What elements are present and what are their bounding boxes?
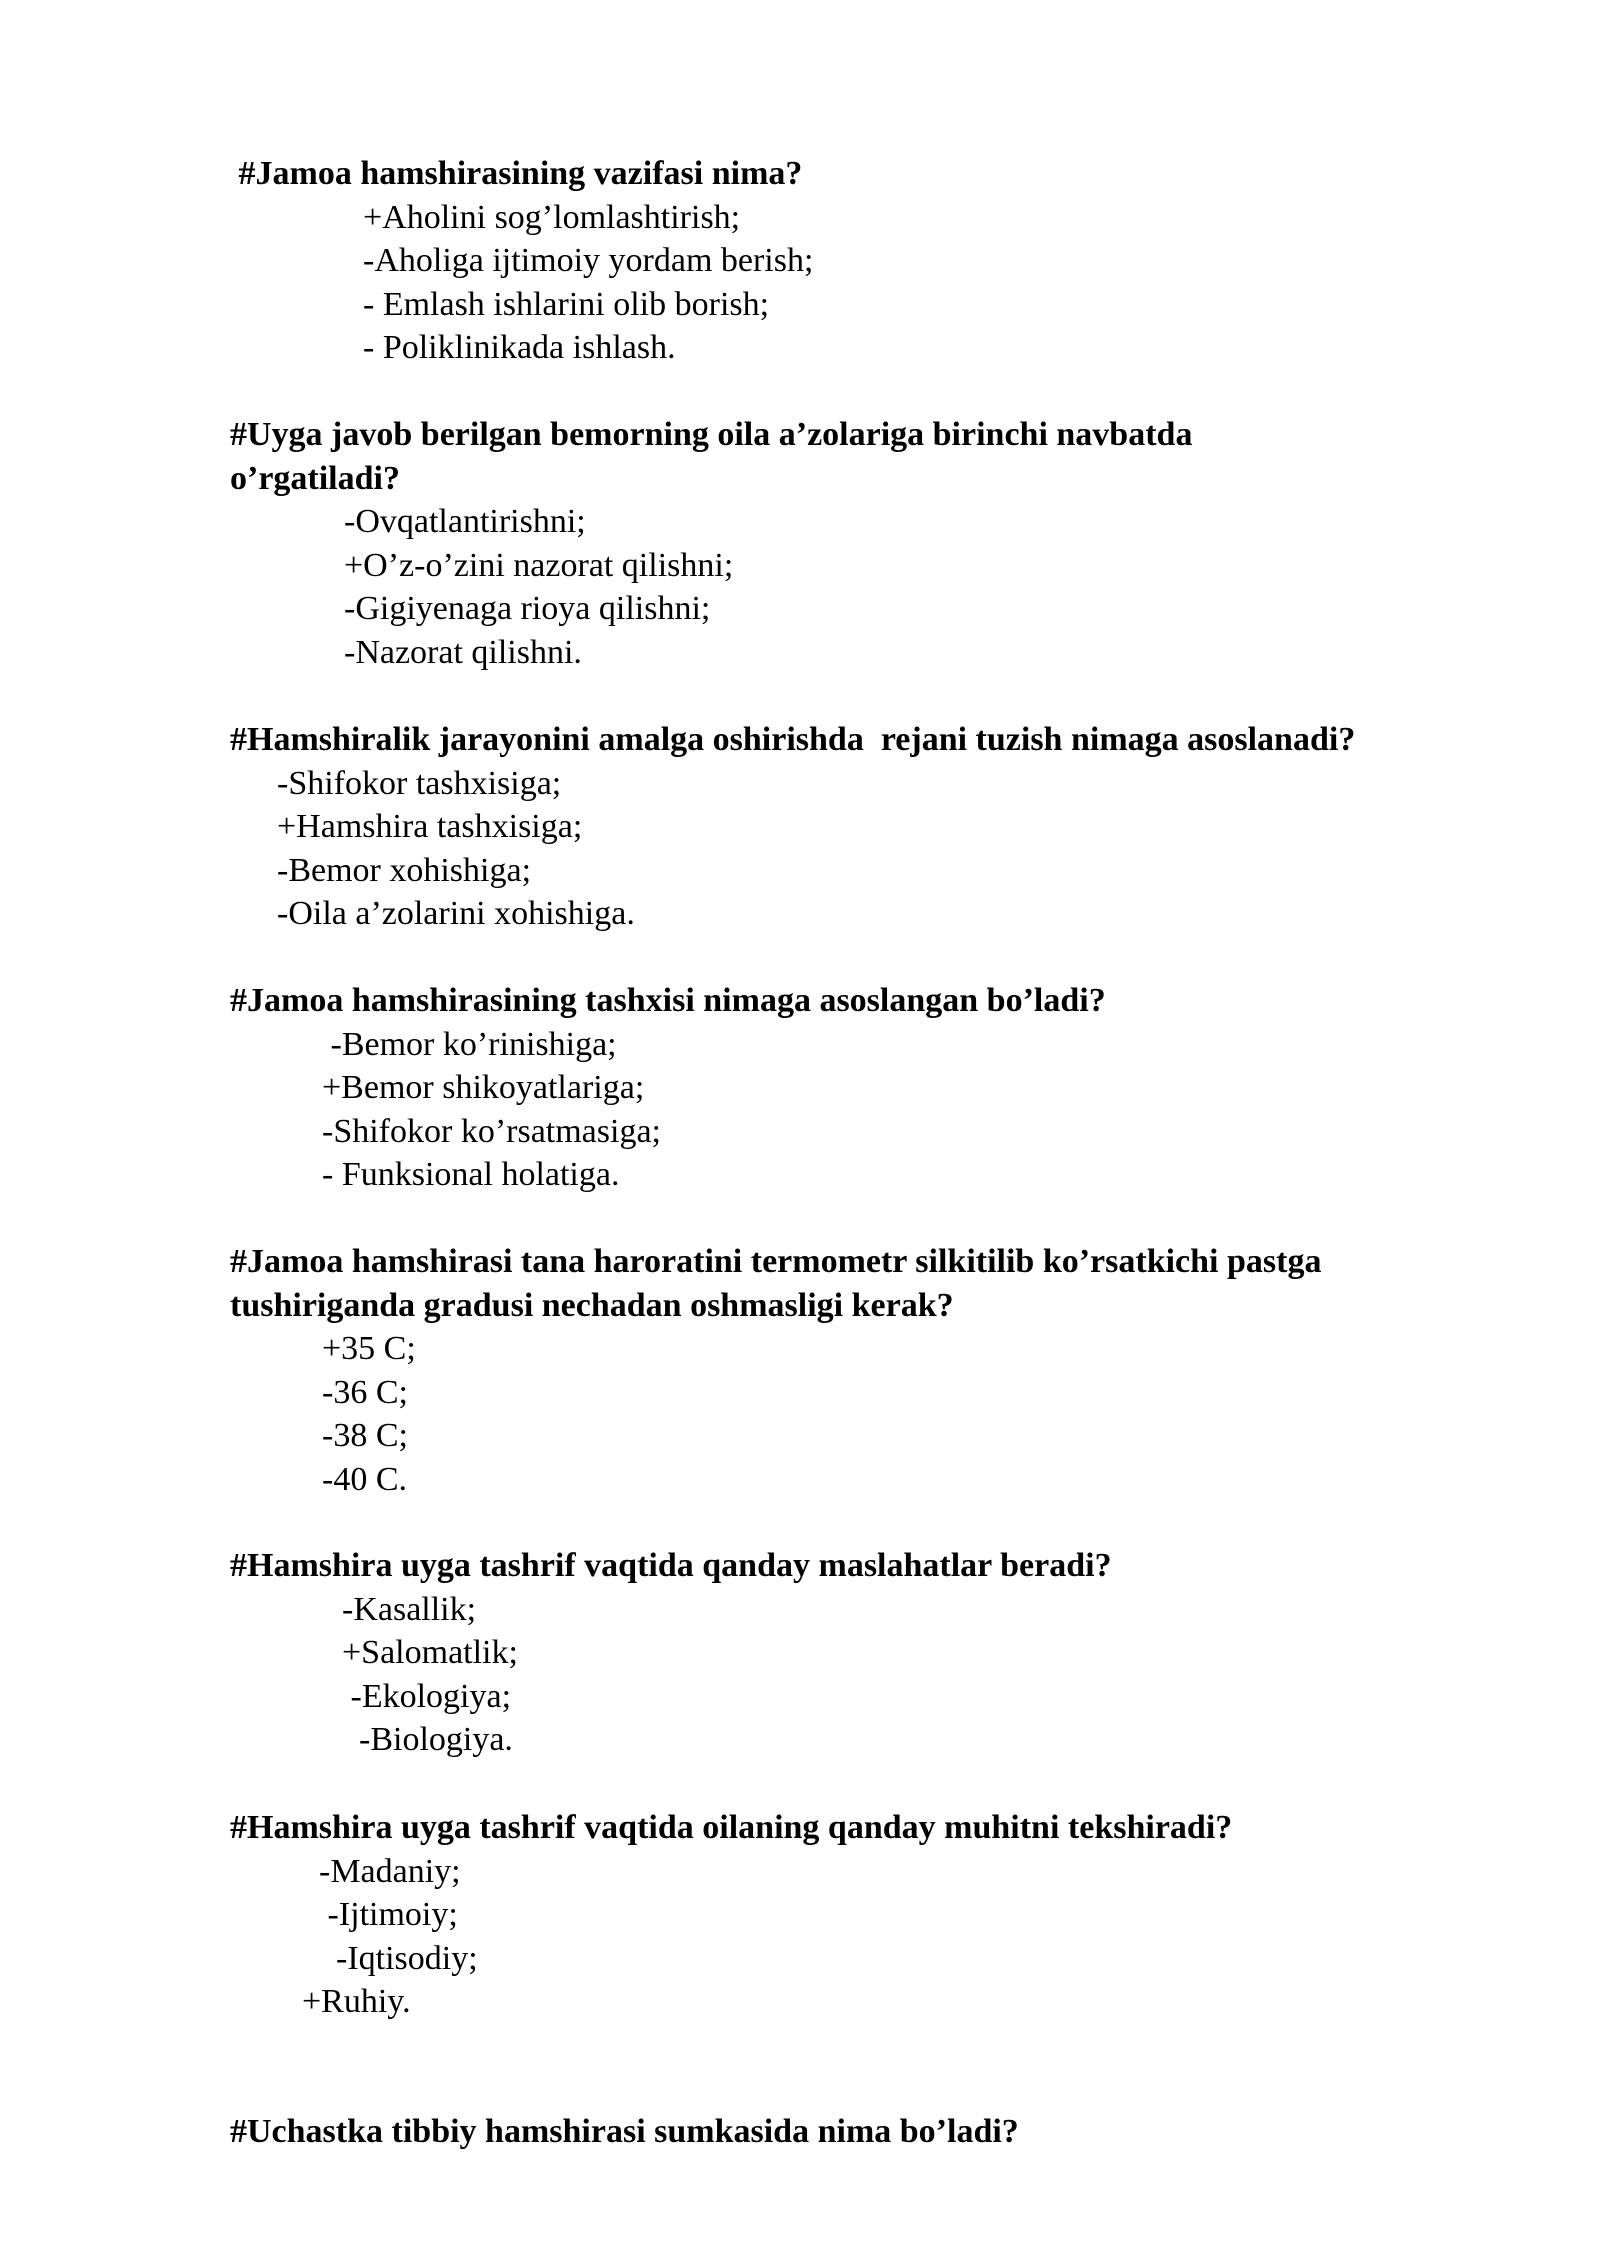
answer-list bbox=[230, 762, 1530, 936]
answer-option: -Bemor ko’rinishiga; bbox=[322, 1025, 617, 1063]
answer-list bbox=[230, 1588, 1530, 1762]
answer-option: +Hamshira tashxisiga; bbox=[277, 808, 583, 845]
answer-list bbox=[230, 500, 1320, 674]
question-text: #Hamshiralik jarayonini amalga oshirishda rejani tuzish nimaga asoslanadi? bbox=[230, 721, 1356, 758]
answer-option: +Ruhiy. bbox=[302, 1983, 411, 2020]
question-text: #Uchastka tibbiy hamshirasi sumkasida nima bo’ladi? bbox=[230, 2113, 1019, 2150]
answer-option: -Ekologiya; bbox=[342, 1677, 512, 1715]
answer-list bbox=[230, 1327, 1490, 1501]
answer-option: -Oila a’zolarini xohishiga. bbox=[277, 895, 635, 932]
answer-option: +O’z-o’zini nazorat qilishni; bbox=[344, 546, 734, 584]
answer-option: +Bemor shikoyatlariga; bbox=[322, 1069, 645, 1106]
answer-list bbox=[230, 1023, 1530, 1197]
answer-option: -Nazorat qilishni. bbox=[344, 633, 582, 671]
question-block-3 bbox=[230, 718, 1530, 936]
answer-option: -40 C. bbox=[322, 1460, 407, 1498]
answer-list bbox=[230, 1850, 1530, 2024]
answer-option: -Gigiyenaga rioya qilishni; bbox=[344, 590, 711, 627]
question-block-8 bbox=[230, 2110, 1530, 2154]
question-block-2 bbox=[230, 413, 1320, 674]
answer-option: -Bemor xohishiga; bbox=[277, 851, 532, 889]
answer-option: - Funksional holatiga. bbox=[322, 1156, 620, 1193]
answer-option: -Kasallik; bbox=[342, 1590, 477, 1628]
question-text: #Hamshira uyga tashrif vaqtida oilaning qanday muhitni tekshiradi? bbox=[230, 1809, 1233, 1846]
answer-option: +Aholini sog’lomlashtirish; bbox=[363, 198, 741, 236]
question-block-4 bbox=[230, 979, 1530, 1197]
question-text: #Hamshira uyga tashrif vaqtida qanday maslahatlar beradi? bbox=[230, 1547, 1112, 1584]
answer-option: -Iqtisodiy; bbox=[302, 1939, 478, 1977]
answer-option: -Biologiya. bbox=[342, 1721, 513, 1758]
question-block-5 bbox=[230, 1240, 1490, 1501]
answer-option: -Shifokor tashxisiga; bbox=[277, 764, 562, 802]
answer-option: -Ovqatlantirishni; bbox=[344, 503, 586, 540]
question-block-1 bbox=[230, 152, 1530, 370]
answer-option: -Shifokor ko’rsatmasiga; bbox=[322, 1112, 661, 1150]
question-block-7 bbox=[230, 1806, 1530, 2024]
answer-option: -Madaniy; bbox=[302, 1852, 461, 1890]
answer-option: -Ijtimoiy; bbox=[302, 1896, 458, 1933]
answer-option: - Emlash ishlarini olib borish; bbox=[363, 285, 770, 323]
answer-option: -Aholiga ijtimoiy yordam berish; bbox=[363, 242, 814, 279]
question-block-6 bbox=[230, 1544, 1530, 1762]
question-text: #Uyga javob berilgan bemorning oila a’zolariga birinchi navbatda o’rgatiladi? bbox=[230, 416, 1201, 497]
answer-list bbox=[230, 196, 1530, 370]
question-text: #Jamoa hamshirasining vazifasi nima? bbox=[230, 155, 803, 192]
answer-option: -36 C; bbox=[322, 1373, 408, 1411]
answer-option: -38 C; bbox=[322, 1417, 408, 1454]
question-text: #Jamoa hamshirasi tana haroratini termometr silkitilib ko’rsatkichi pastga tushiriganda gradusi nechadan oshmasligi kerak? bbox=[230, 1243, 1330, 1324]
answer-option: +Salomatlik; bbox=[342, 1634, 518, 1671]
answer-option: - Poliklinikada ishlash. bbox=[363, 329, 676, 366]
question-text: #Jamoa hamshirasining tashxisi nimaga asoslangan bo’ladi? bbox=[230, 982, 1106, 1019]
answer-option: +35 C; bbox=[322, 1330, 416, 1367]
